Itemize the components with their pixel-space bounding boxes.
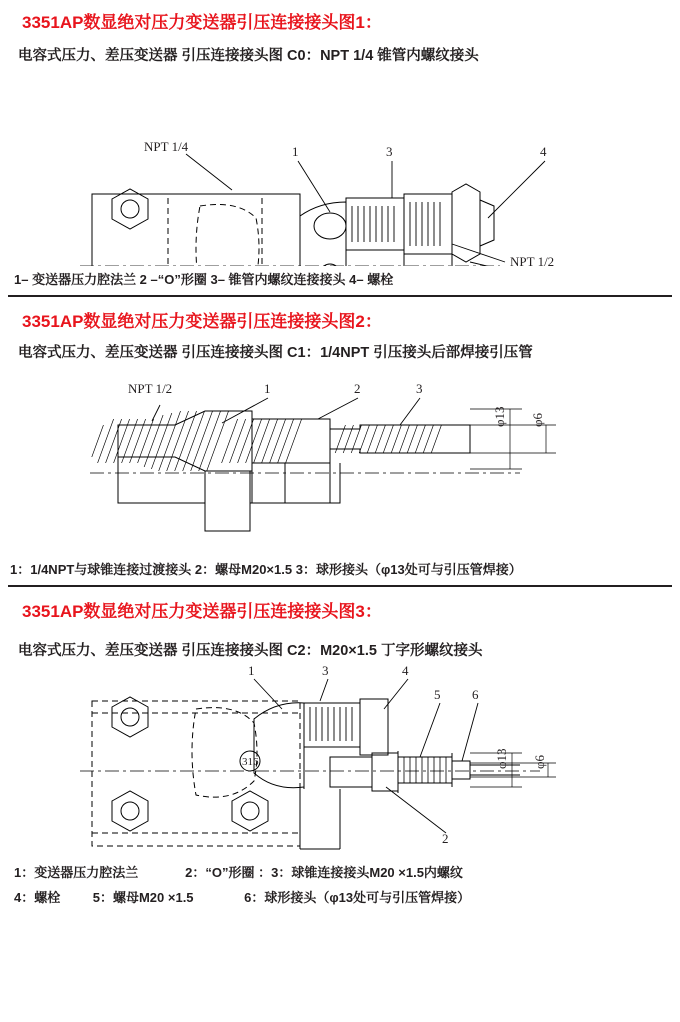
divider-1 <box>8 295 672 297</box>
fig1-subtitle: 电容式压力、差压变送器 引压连接接头图 C0：NPT 1/4 锥管内螺纹接头 <box>18 48 479 64</box>
fig3-title: 3351AP数显绝对压力变送器引压连接接头图3： <box>22 602 382 621</box>
section-fig1 <box>0 0 680 289</box>
section-fig3 <box>0 593 680 907</box>
fig3-label-4: 4 <box>402 663 409 678</box>
fig1-label-3: 3 <box>386 144 393 159</box>
divider-2 <box>8 585 672 587</box>
fig3-label-5: 5 <box>434 687 441 702</box>
fig3-stamp-316: 316 <box>242 756 259 768</box>
fig1-drawing <box>0 66 680 266</box>
fig3-caption-line-2: 4：螺栓 5：螺母M20 ×1.5 6：球形接头（φ13处可与引压管焊接） <box>14 890 471 905</box>
fig3-subtitle: 电容式压力、差压变送器 引压连接接头图 C2：M20×1.5 丁字形螺纹接头 <box>18 643 483 659</box>
section-fig2 <box>0 303 680 579</box>
fig3-drawing <box>0 661 680 861</box>
fig3-caption-line-1: 1：变送器压力腔法兰 2：“O”形圈 ：3：球锥连接接头M20 ×1.5内螺纹 <box>14 865 463 880</box>
fig1-label-1: 1 <box>292 144 299 159</box>
fig3-label-3: 3 <box>322 663 329 678</box>
fig3-label-1: 1 <box>248 663 255 678</box>
fig2-drawing <box>0 363 680 558</box>
fig3-dim-6: φ6 <box>532 754 547 769</box>
fig2-caption: 1：1/4NPT与球锥连接过渡接头 2：螺母M20×1.5 3：球形接头（φ13处可与引压管焊接） <box>10 562 522 577</box>
fig1-label-4: 4 <box>540 144 547 159</box>
fig2-title: 3351AP数显绝对压力变送器引压连接接头图2： <box>22 312 382 331</box>
fig3-dim-13: φ13 <box>494 748 509 769</box>
fig3-label-6: 6 <box>472 687 479 702</box>
fig3-label-2: 2 <box>442 831 449 846</box>
fig2-label-npt: NPT 1/2 <box>128 381 173 396</box>
fig1-caption: 1– 变送器压力腔法兰 2 –“O”形圈 3– 锥管内螺纹连接接头 4– 螺栓 <box>14 272 394 287</box>
fig1-label-npt-right: NPT 1/2 <box>510 254 555 266</box>
fig1-label-npt-left: NPT 1/4 <box>144 139 189 154</box>
fig2-subtitle: 电容式压力、差压变送器 引压连接接头图 C1：1/4NPT 引压接头后部焊接引压管 <box>18 345 533 361</box>
fig2-dim-13: φ13 <box>492 406 507 427</box>
fig2-dim-6: φ6 <box>530 412 545 427</box>
fig1-title: 3351AP数显绝对压力变送器引压连接接头图1： <box>22 13 382 32</box>
fig2-label-3: 3 <box>416 381 423 396</box>
fig2-label-2: 2 <box>354 381 361 396</box>
fig2-label-1: 1 <box>264 381 271 396</box>
